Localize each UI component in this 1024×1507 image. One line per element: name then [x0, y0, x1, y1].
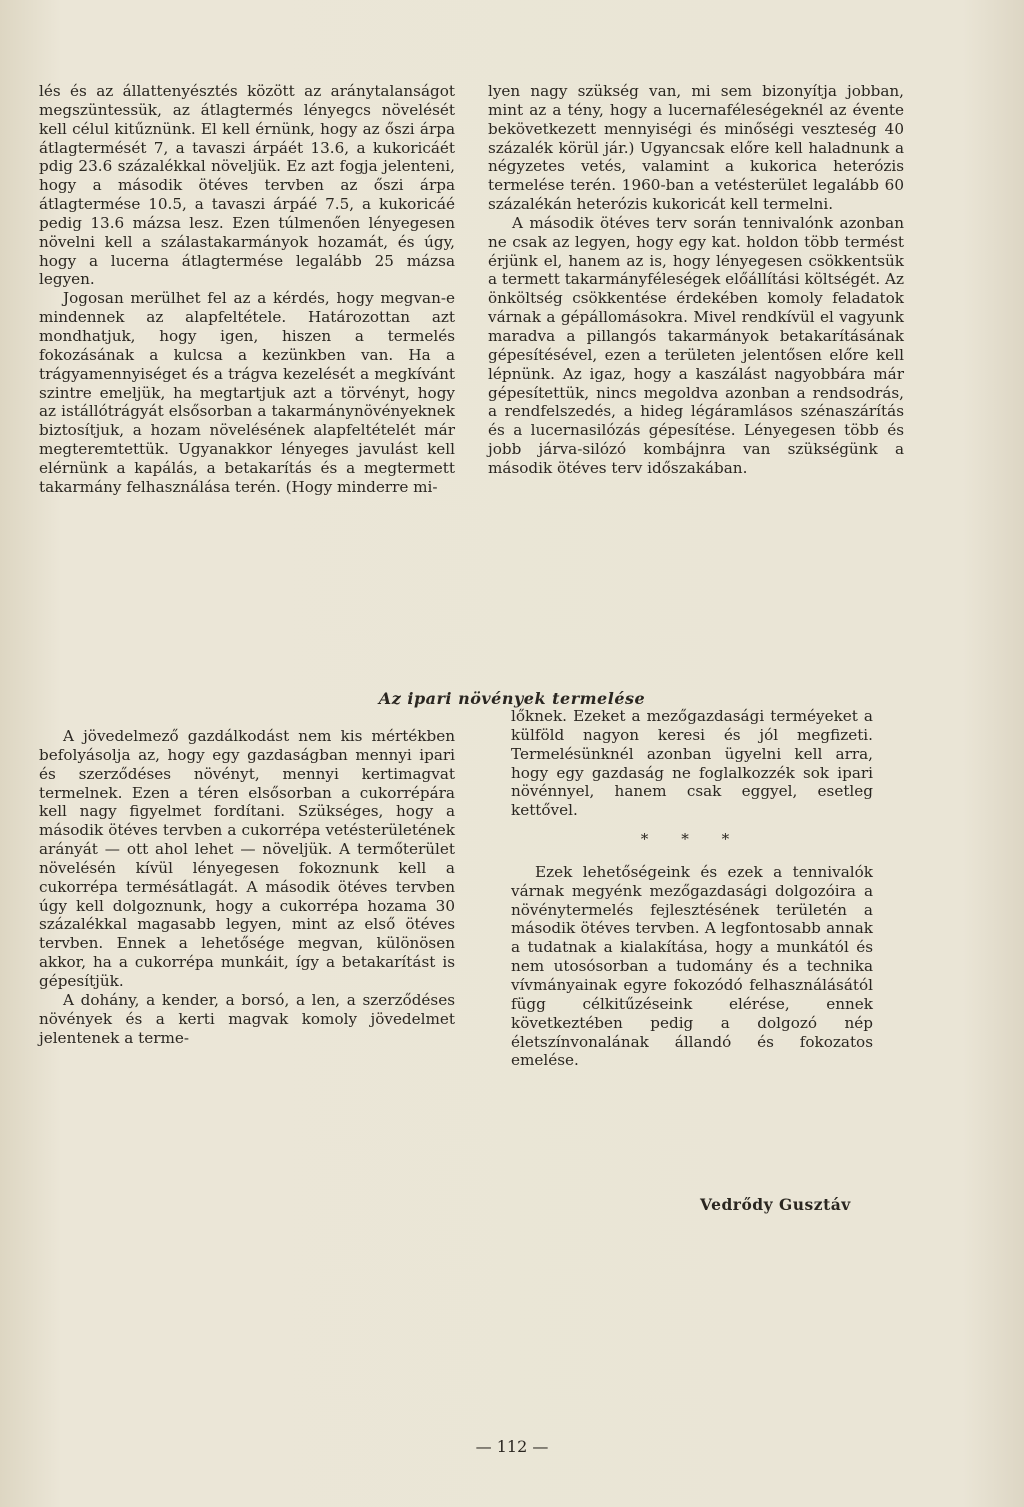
author-signature: Vedrődy Gusztáv [700, 1195, 851, 1214]
paragraph: lőknek. Ezeket a mezőgazdasági terméyeket a külföld nagyon keresi és jól megfizeti. Termelésünknél azonban ügyelni kell arra, hogy egy gazdaság ne foglalkozzék sok ipari növénnyel, hanem csak eggyel, esetleg kettővel. [511, 707, 873, 820]
paragraph: lyen nagy szükség van, mi sem bizonyítja jobban, mint az a tény, hogy a lucernaféleségeknél az évente bekövetkezett mennyiségi és minőségi veszteség 40 százalék körül jár.) Ugyancsak előre kell haladnunk a négyzetes vetés, valamint a kukorica heterózis termelése terén. 1960-ban a vetésterület legalább 60 százalékán heterózis kukoricát kell termelni. [488, 82, 904, 214]
separator-stars: * * * [640, 830, 744, 849]
column-bottom-right [511, 707, 873, 1070]
column-bottom-left [39, 727, 455, 1047]
paragraph: Jogosan merülhet fel az a kérdés, hogy megvan-e mindennek az alapfeltétele. Határozottan azt mondhatjuk, hogy igen, hiszen a termelés fokozásának a kulcsa a kezünkben van. Ha a trágyamennyiséget és a trágva kezelését a megkívánt szintre emeljük, ha megtartjuk azt a törvényt, hogy az istállótrágyát elsősorban a takarmánynövényeknek biztosítjuk, a hozam növelésének alapfeltételét már megteremtettük. Ugyanakkor lényeges javulást kell elérnünk a kapálás, a betakarítás és a megtermett takarmány felhasználása terén. (Hogy minderre mi- [39, 289, 455, 496]
paragraph: A dohány, a kender, a borsó, a len, a szerződéses növények és a kerti magvak komoly jövedelmet jelentenek a terme- [39, 990, 455, 1047]
paragraph: A második ötéves terv során tennivalónk azonban ne csak az legyen, hogy egy kat. holdon több termést érjünk el, hanem az is, hogy lényegesen csökkentsük a termett takarmányféleségek előállítási költségét. Az önköltség csökkentése érdekében komoly feladatok várnak a gépállomásokra. Mivel rendkívül el vagyunk maradva a pillangós takarmányok betakarításának gépesítésével, ezen a területen jelentősen előre kell lépnünk. Az igaz, hogy a kaszálást nagyobbára már gépesítettük, nincs megoldva azonban a rendsodrás, a rendfelszedés, a hideg légáramlásos szénaszárítás és a lucernasilózás gépesítése. Lényegesen több és jobb járva-silózó kombájnra van szükségünk a második ötéves terv időszakában. [488, 213, 904, 477]
column-top-left [39, 82, 455, 497]
paragraph: lés és az állattenyésztés között az aránytalanságot megszüntessük, az átlagtermés lényegcs növelését kell célul kitűznünk. El kell érnünk, hogy az őszi árpa átlagtermését 7, a tavaszi árpáét 13.6, a kukoricáét pdig 23.6 százalékkal növeljük. Ez azt fogja jelenteni, hogy a második ötéves tervben az őszi árpa átlagtermése 10.5, a tavaszi árpáé 7.5, a kukoricáé pedig 13.6 mázsa lesz. Ezen túlmenően lényegesen növelni kell a szálastakarmányok hozamát, és úgy, hogy a lucerna átlagtermése legalább 25 mázsa legyen. [39, 82, 455, 289]
paragraph: A jövedelmező gazdálkodást nem kis mértékben befolyásolja az, hogy egy gazdaságban mennyi ipari és szerződéses növényt, mennyi kertimagvat termelnek. Ezen a téren elsősorban a cukorrépára kell nagy figyelmet fordítani. Szükséges, hogy a második ötéves tervben a cukorrépa vetésterületének arányát — ott ahol lehet — növeljük. A termőterület növelésén kívül lényegesen fokoznunk kell a cukorrépa termésátlagát. A második ötéves tervben úgy kell dolgoznunk, hogy a cukorrépa hozama 30 százalékkal magasabb legyen, mint az első ötéves tervben. Ennek a lehetősége megvan, különösen akkor, ha a cukorrépa munkáit, így a betakarítást is gépesítjük. [39, 727, 455, 990]
section-heading: Az ipari növények termelése [378, 689, 646, 708]
page-number: — 112 — [475, 1437, 549, 1456]
column-top-right [488, 82, 904, 478]
paragraph: Ezek lehetőségeink és ezek a tennivalók várnak megyénk mezőgazdasági dolgozóira a növénytermelés fejlesztésének területén a második ötéves tervben. A legfontosabb annak a tudatnak a kialakítása, hogy a munkától és nem utosósorban a tudomány és a technika vívmányainak egyre fokozódó felhasználásától függ célkitűzéseink elérése, ennek következtében pedig a dolgozó nép életszínvonalának állandó és fokozatos emelése. [511, 862, 873, 1070]
